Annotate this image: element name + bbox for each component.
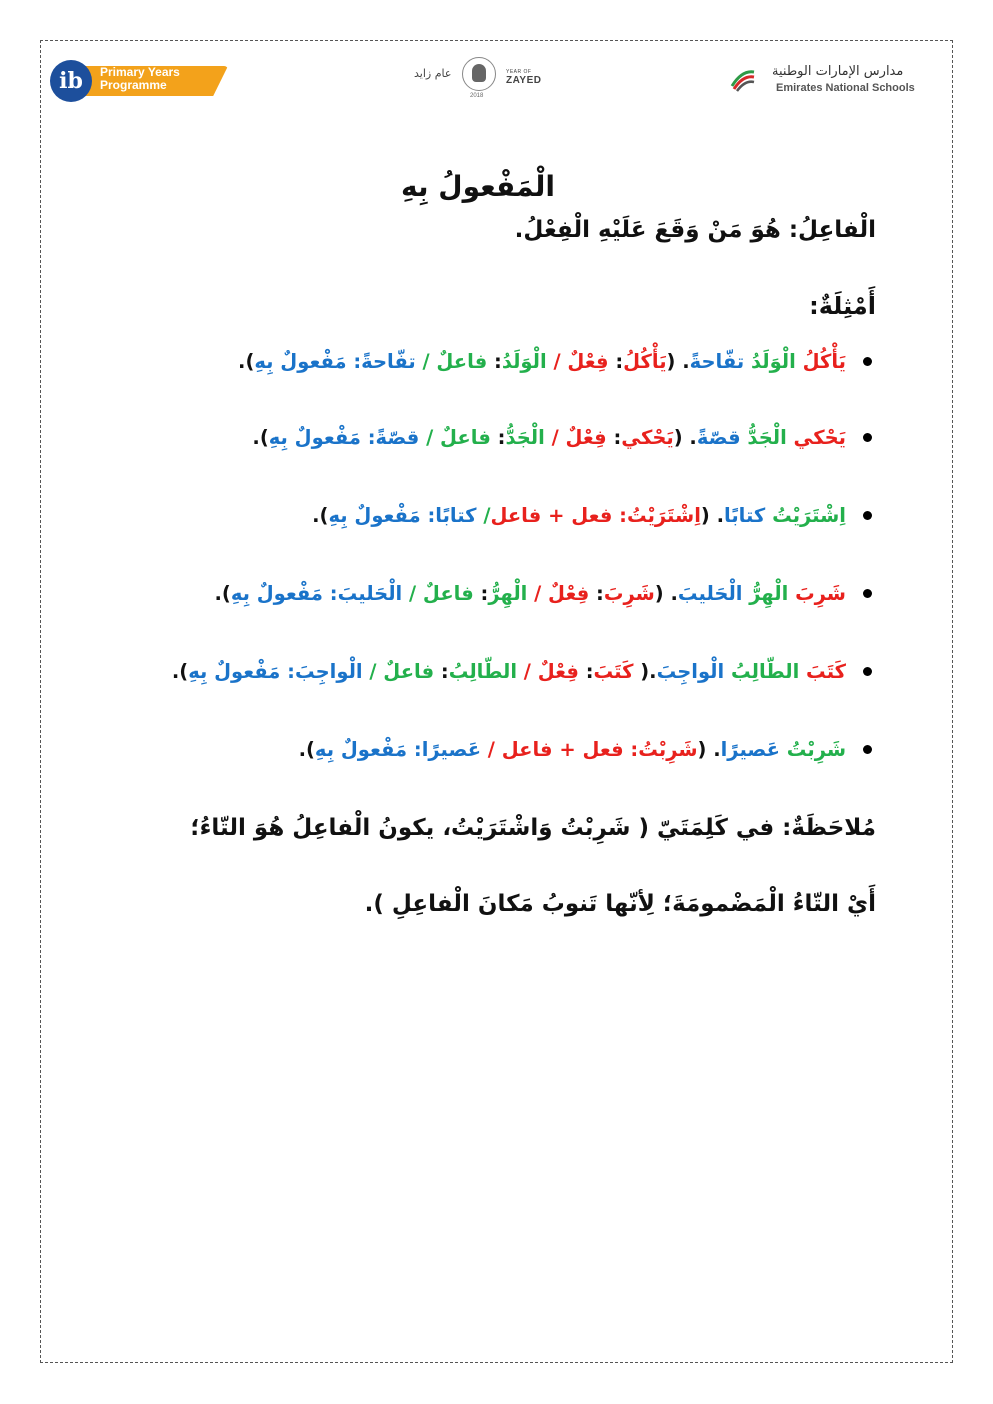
- example-segment: الْجَدُّ: [740, 426, 787, 449]
- zayed-year-of: YEAR OF: [506, 69, 532, 75]
- example-segment: الْحَليبَ: [677, 582, 743, 605]
- example-segment: الْجَدُّ: [505, 426, 545, 449]
- example-item: [80, 732, 876, 768]
- example-segment: اِشْتَرَيْتُ: [765, 504, 846, 527]
- emirates-national-schools-logo: [728, 62, 928, 102]
- zayed-year: 2018: [470, 93, 484, 99]
- example-item: [80, 420, 876, 456]
- example-segment: .(: [633, 660, 657, 683]
- ens-english-name: Emirates National Schools: [776, 82, 915, 94]
- note-line-1: مُلاحَظَةٌ: في كَلِمَتَيّ ( شَرِبْتُ وَاشْتَرَيْتُ، يكونُ الْفاعِلُ هُوَ التّاءُ؛: [190, 815, 876, 841]
- example-segment: :: [578, 660, 594, 683]
- example-segment: فِعْلٌ /: [546, 350, 609, 373]
- example-segment: الْواجِبَ: [656, 660, 725, 683]
- example-segment: فِعْلٌ /: [527, 582, 590, 605]
- example-segment: قصّةً: [696, 426, 741, 449]
- example-segment: فاعل /: [481, 738, 553, 761]
- example-segment: :: [608, 350, 624, 373]
- example-segment: :: [589, 582, 604, 605]
- example-segment: . (: [700, 504, 724, 527]
- zayed-arabic-text: عام زايد: [414, 67, 452, 80]
- example-segment: كتابًا: [724, 504, 766, 527]
- worksheet-content: [80, 168, 876, 924]
- bullet-icon: [862, 344, 872, 380]
- example-segment: . (: [654, 582, 678, 605]
- example-segment: يَحْكي: [621, 426, 674, 449]
- zayed-english-text: [506, 69, 541, 86]
- bullet-icon: [862, 420, 872, 456]
- example-segment: فاعلٌ /: [362, 660, 435, 683]
- example-segment: يَأْكُلُ: [623, 350, 667, 373]
- example-segment: الْهِرُّ: [742, 582, 789, 605]
- zayed-portrait-icon: [462, 57, 496, 91]
- example-segment: شَرِبْتُ: [779, 738, 846, 761]
- definition: الْفاعِلُ: هُوَ مَنْ وَقَعَ عَلَيْهِ الْفِعْلُ.: [514, 217, 876, 243]
- ens-arabic-name: مدارس الإمارات الوطنية: [772, 64, 904, 79]
- example-segment: عَصيرًا: [720, 738, 780, 761]
- bullet-icon: [862, 498, 872, 534]
- example-item: [80, 498, 876, 534]
- ib-circle-icon: ib: [50, 60, 92, 102]
- example-segment: ).: [171, 660, 189, 683]
- example-segment: . (: [666, 350, 690, 373]
- example-segment: :: [490, 426, 506, 449]
- example-segment: :: [434, 660, 449, 683]
- example-segment: اِشْتَرَيْتُ: فعل +: [541, 504, 701, 527]
- example-segment: ).: [298, 738, 315, 761]
- example-segment: كَتَبَ: [593, 660, 634, 683]
- year-of-zayed-logo: [410, 55, 570, 105]
- ib-logo-line2: Programme: [100, 78, 167, 92]
- example-segment: ).: [312, 504, 329, 527]
- example-segment: شَرِبْتُ: فعل +: [552, 738, 698, 761]
- bullet-icon: [862, 576, 872, 612]
- zayed-name: ZAYED: [506, 75, 542, 86]
- example-item: [80, 576, 876, 612]
- bullet-icon: [862, 654, 872, 690]
- example-segment: :: [606, 426, 622, 449]
- example-segment: فِعْلٌ /: [517, 660, 579, 683]
- example-segment: فِعْلٌ /: [544, 426, 607, 449]
- example-segment: يَحْكي: [786, 426, 846, 449]
- example-segment: شَرِبَ: [603, 582, 655, 605]
- example-segment: يَأْكُلُ: [795, 350, 846, 373]
- example-segment: ).: [238, 350, 255, 373]
- page-title: الْمَفْعولُ بِهِ: [401, 170, 555, 203]
- example-segment: شَرِبَ: [788, 582, 846, 605]
- note-line-2: أَيْ التّاءُ الْمَضْمومَةَ؛ لِأنّها تَنوبُ مَكانَ الْفاعِلِ ).: [364, 891, 876, 917]
- example-segment: ).: [252, 426, 269, 449]
- example-segment: الطّالِبُ: [448, 660, 518, 683]
- ib-logo-text: [100, 66, 180, 92]
- example-segment: :: [473, 582, 489, 605]
- bullet-icon: [862, 732, 872, 768]
- example-segment: . (: [697, 738, 721, 761]
- example-segment: قصّةً: مَفْعولٌ بِهِ: [268, 426, 420, 449]
- example-segment: تفّاحةً: [689, 350, 745, 373]
- example-segment: الطّالِبُ: [724, 660, 800, 683]
- example-segment: تفّاحةً: مَفْعولٌ بِهِ: [254, 350, 416, 373]
- example-segment: الْهِرُّ: [488, 582, 528, 605]
- example-item: [80, 654, 876, 690]
- ens-swoosh-icon: [730, 66, 756, 92]
- example-item: [80, 344, 876, 380]
- ib-pyp-logo: [50, 60, 228, 102]
- example-segment: الْوَلَدُ: [744, 350, 796, 373]
- example-segment: الْواجِبَ: مَفْعولٌ بِهِ: [188, 660, 363, 683]
- example-segment: ).: [214, 582, 231, 605]
- example-segment: الْوَلَدُ: [501, 350, 547, 373]
- example-segment: فاعلٌ /: [415, 350, 488, 373]
- example-segment: فاعلٌ /: [419, 426, 491, 449]
- example-segment: فاعل: [490, 504, 542, 527]
- examples-list: [80, 344, 876, 768]
- example-segment: /: [476, 504, 491, 527]
- example-segment: كتابًا: مَفْعولٌ بِهِ: [328, 504, 477, 527]
- example-segment: كَتَبَ: [799, 660, 846, 683]
- example-segment: الْحَليبَ: مَفْعولٌ بِهِ: [230, 582, 403, 605]
- example-segment: :: [487, 350, 502, 373]
- example-segment: فاعلٌ /: [402, 582, 474, 605]
- example-segment: . (: [673, 426, 697, 449]
- example-segment: عَصيرًا: مَفْعولٌ بِهِ: [314, 738, 482, 761]
- examples-heading: أَمْثِلَةٌ:: [809, 292, 876, 320]
- ib-logo-line1: Primary Years: [100, 65, 180, 79]
